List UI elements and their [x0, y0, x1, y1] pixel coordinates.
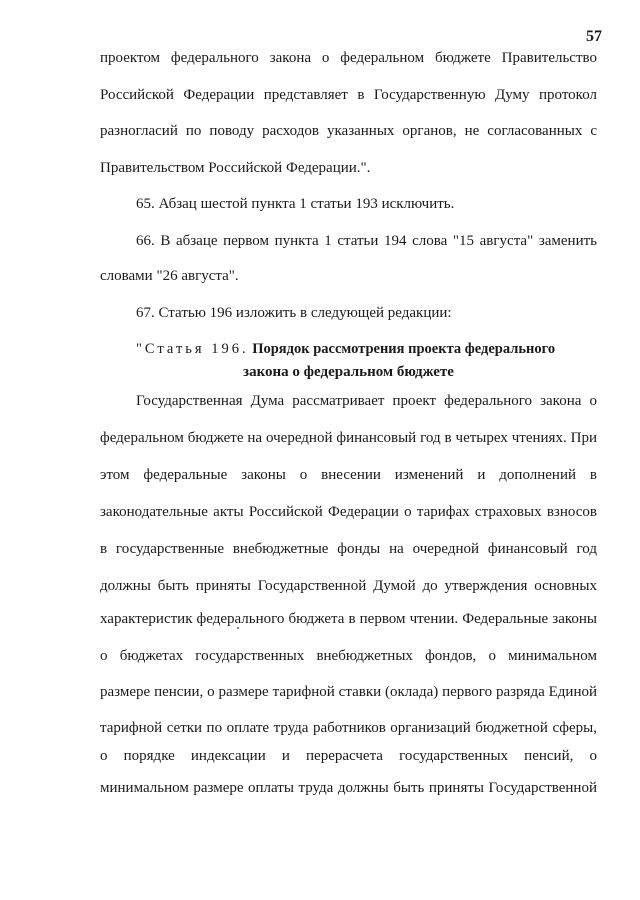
text-line: словами "26 августа".	[100, 268, 239, 284]
page-number: 57	[586, 28, 602, 45]
text-line: федеральном бюджете на очередной финансовый год в четырех чтениях. При	[100, 430, 597, 446]
text-line: законодательные акты Российской Федерации о тарифах страховых взносов	[100, 504, 597, 520]
amendment-item-67: 67. Статью 196 изложить в следующей редакции:	[136, 305, 452, 321]
text-line: Государственная Дума рассматривает проект федерального закона о	[136, 393, 597, 409]
text-line: характеристик федерального бюджета в первом чтении. Федеральные законы	[100, 611, 597, 627]
article-title-continued: закона о федеральном бюджете	[243, 364, 454, 380]
amendment-item-65: 65. Абзац шестой пункта 1 статьи 193 исключить.	[136, 196, 455, 212]
text-line: о порядке индексации и перерасчета государственных пенсий, о	[100, 748, 597, 764]
text-line: в государственные внебюджетные фонды на очередной финансовый год	[100, 541, 597, 557]
text-line: размере пенсии, о размере тарифной ставки (оклада) первого разряда Единой	[100, 684, 597, 700]
article-title: Порядок рассмотрения проекта федерального	[252, 341, 556, 357]
text-line: минимальном размере оплаты труда должны быть приняты Государственной	[100, 780, 597, 796]
text-line: должны быть приняты Государственной Думой до утверждения основных	[100, 578, 597, 594]
amendment-item-66: 66. В абзаце первом пункта 1 статьи 194 слова "15 августа" заменить	[136, 233, 597, 249]
text-line: тарифной сетки по оплате труда работников организаций бюджетной сферы,	[100, 720, 597, 736]
text-line: о бюджетах государственных внебюджетных фондов, о минимальном	[100, 648, 597, 664]
text-line: проектом федерального закона о федеральном бюджете Правительство	[100, 50, 597, 66]
text-line: Правительством Российской Федерации.".	[100, 160, 371, 176]
text-line: разногласий по поводу расходов указанных органов, не согласованных с	[100, 123, 597, 139]
text-line: этом федеральные законы о внесении изменений и дополнений в	[100, 467, 597, 483]
text-line: Российской Федерации представляет в Государственную Думу протокол	[100, 87, 597, 103]
article-heading	[136, 340, 566, 358]
article-number: "Статья 196.	[136, 341, 249, 357]
scan-speck	[237, 627, 239, 629]
